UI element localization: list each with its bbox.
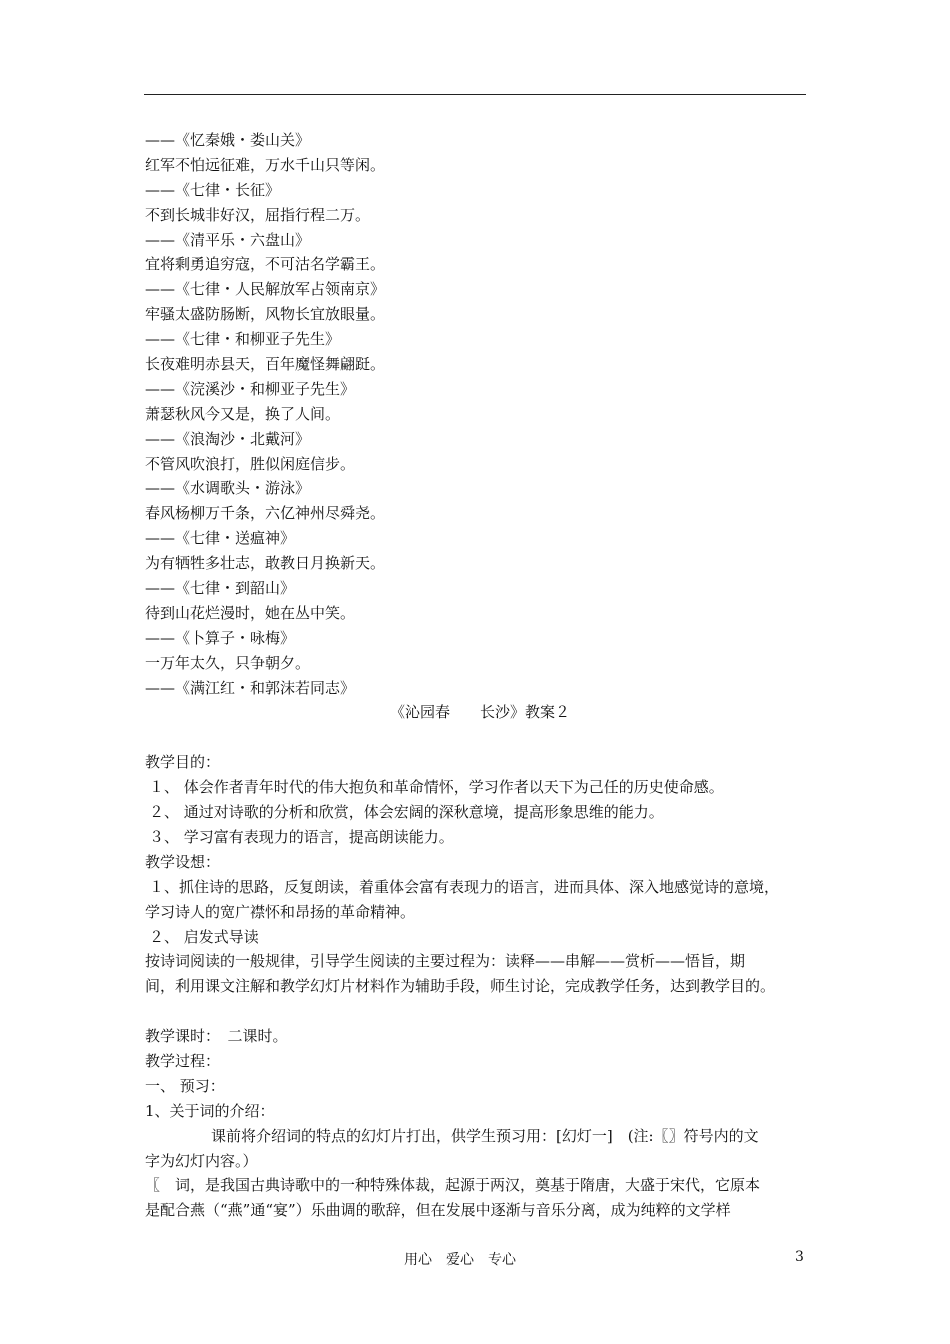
poem-source: ——《七律・人民解放军占领南京》 (145, 280, 386, 299)
step-preview: 一、 预习： (145, 1076, 225, 1095)
poem-source: ——《七律・长征》 (145, 180, 281, 199)
design-heading: 教学设想： (145, 852, 221, 871)
poem-quote-list (145, 128, 815, 700)
footer-slogan: 用心 爱心 专心 (404, 1252, 516, 1268)
class-hours: 教学课时： 二课时。 (145, 1027, 288, 1046)
poem-source: ——《浪淘沙・北戴河》 (145, 429, 311, 448)
poem-line: 为有牺牲多壮志，敢教日月换新天。 (145, 554, 386, 573)
slide-intro-paragraph-cont: 字为幻灯内容。） (145, 1151, 258, 1170)
poem-line: 待到山花烂漫时，她在丛中笑。 (145, 603, 356, 622)
design-item-1-cont: 学习诗人的宽广襟怀和昂扬的革命精神。 (145, 902, 416, 921)
design-paragraph: 按诗词阅读的一般规律，引导学生阅读的主要过程为：读释——串解——赏析——悟旨，期 (145, 952, 746, 971)
poem-line: 红军不怕远征难，万水千山只等闲。 (145, 155, 386, 174)
poem-line: 春风杨柳万千条，六亿神州尽舜尧。 (145, 504, 386, 523)
poem-line: 宜将剩勇追穷寇，不可沽名学霸王。 (145, 255, 386, 274)
blank-line (145, 999, 815, 1024)
goal-item: ３、 学习富有表现力的语言，提高朗读能力。 (149, 827, 454, 846)
poem-source: ——《浣溪沙・和柳亚子先生》 (145, 379, 356, 398)
document-body (145, 128, 815, 1223)
slide-intro-paragraph: 课前将介绍词的特点的幻灯片打出，供学生预习用：[幻灯一] (注:〖〗符号内的文 (211, 1126, 759, 1145)
sub-heading-ci-intro: 1、关于词的介绍： (145, 1101, 275, 1120)
header-rule (144, 94, 806, 95)
poem-source: ——《满江红・和郭沫若同志》 (145, 678, 356, 697)
poem-line: 牢骚太盛防肠断，风物长宜放眼量。 (145, 305, 386, 324)
poem-source: ——《卜算子・咏梅》 (145, 628, 296, 647)
design-item-2: ２、 启发式导读 (149, 927, 259, 946)
poem-line: 长夜难明赤县天，百年魔怪舞翩跹。 (145, 355, 386, 374)
design-paragraph-cont: 间，利用课文注解和教学幻灯片材料作为辅助手段，师生讨论，完成教学任务，达到教学目的。 (145, 977, 776, 996)
poem-source: ——《清平乐・六盘山》 (145, 230, 311, 249)
poem-line: 一万年太久，只争朝夕。 (145, 653, 311, 672)
poem-line: 不管风吹浪打，胜似闲庭信步。 (145, 454, 356, 473)
goal-item: １、 体会作者青年时代的伟大抱负和革命情怀，学习作者以天下为己任的历史使命感。 (149, 778, 724, 797)
design-item-1: １、抓住诗的思路，反复朗读，着重体会富有表现力的语言，进而具体、深入地感觉诗的意境， (149, 877, 780, 896)
poem-source: ——《七律・和柳亚子先生》 (145, 330, 341, 349)
poem-source: ——《水调歌头・游泳》 (145, 479, 311, 498)
poem-source: ——《七律・到韶山》 (145, 579, 296, 598)
poem-source: ——《七律・送瘟神》 (145, 529, 296, 548)
ci-definition-paragraph-cont: 是配合燕（“燕”通“宴”）乐曲调的歌辞，但在发展中逐渐与音乐分离，成为纯粹的文学样 (145, 1201, 731, 1220)
blank-line (145, 725, 815, 750)
ci-definition-paragraph: 〖 词，是我国古典诗歌中的一种特殊体裁，起源于两汉，奠基于隋唐，大盛于宋代，它原本 (145, 1176, 761, 1195)
lesson-title: 《沁园春 长沙》教案２ (389, 703, 570, 722)
poem-line: 萧瑟秋风今又是，换了人间。 (145, 404, 341, 423)
goals-heading: 教学目的： (145, 753, 221, 772)
process-heading: 教学过程： (145, 1051, 221, 1070)
poem-line: 不到长城非好汉，屈指行程二万。 (145, 205, 371, 224)
poem-source: ——《忆秦娥・娄山关》 (145, 131, 311, 149)
goal-item: ２、 通过对诗歌的分析和欣赏，体会宏阔的深秋意境，提高形象思维的能力。 (149, 803, 664, 822)
page-number: 3 (795, 1249, 804, 1265)
